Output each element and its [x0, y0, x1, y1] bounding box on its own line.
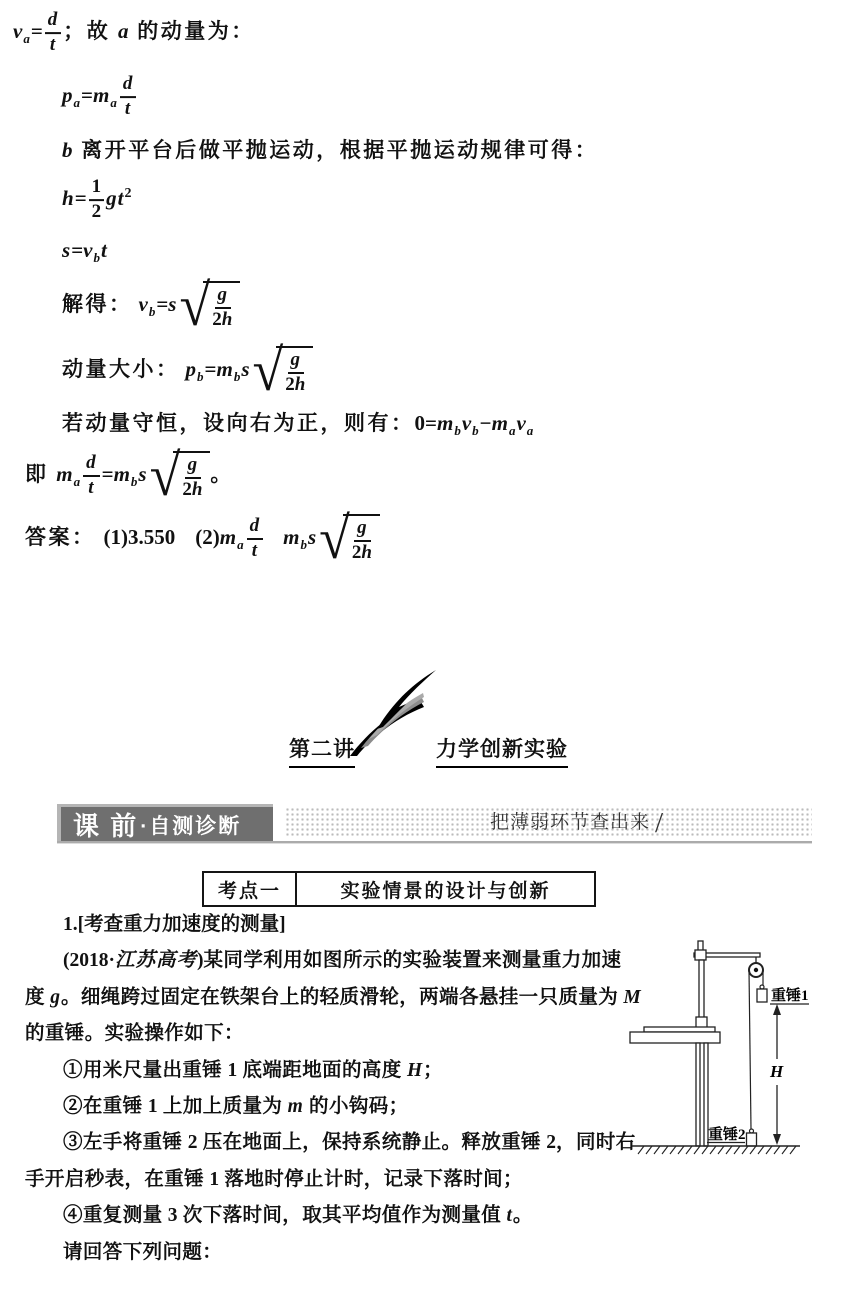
formula-line: b 离开平台后做平抛运动，根据平抛运动规律可得： — [62, 138, 599, 162]
weight1 — [757, 989, 767, 1002]
pulley-axle — [754, 968, 758, 972]
height-label: H — [770, 1062, 784, 1081]
formula-line: $p_a=m_a$ $\frac{d}{t}$ — [62, 74, 138, 120]
pretest-banner — [57, 804, 812, 850]
string-left — [749, 970, 751, 1129]
text-line: 度 g。细绳跨过固定在铁架台上的轻质滑轮，两端各悬挂一只质量为 M — [25, 986, 641, 1008]
exam-point-label: 考点一 — [204, 873, 297, 905]
formula-line: 动量大小： $p_b=m_bs$ √ $\frac{g}{2h}$ — [62, 343, 313, 399]
banner-title-small: ·自测诊断 — [140, 815, 242, 838]
stand-joint — [695, 950, 706, 960]
problem-heading: 1.[考查重力加速度的测量] — [63, 914, 286, 935]
exam-point-box — [202, 871, 596, 907]
banner-title-box — [57, 804, 273, 841]
lecture-number: 第二讲 — [289, 733, 355, 768]
formula-line: $v_a=$ $\frac{d}{t}$ ；故 a 的动量为： — [13, 9, 255, 55]
table-leg — [696, 1043, 700, 1146]
step-line: ③左手将重锤 2 压在地面上，保持系统静止。释放重锤 2，同时右 — [63, 1132, 636, 1154]
stand-rod — [699, 960, 704, 1018]
formula-line: h= $\frac{1}{2}$ $gt^2$ — [62, 176, 132, 222]
exam-point-title: 实验情景的设计与创新 — [340, 880, 551, 902]
tabletop-upper — [644, 1027, 715, 1032]
arrowhead-up — [773, 1004, 781, 1015]
apparatus-figure — [628, 933, 846, 1165]
answer-line: 答案： (1)3.550 $(2)m_a$ $\frac{d}{t}$ $m_bs$ √ $\frac{g}{2h}$ — [25, 511, 380, 567]
weight2 — [747, 1133, 757, 1146]
arrowhead-down — [773, 1134, 781, 1145]
lecture-title: 力学创新实验 — [436, 733, 568, 768]
banner-slash: / — [655, 807, 664, 839]
weight1-label: 重锤1 — [771, 988, 809, 1004]
formula-line: 解得： $v_b=s$ √ $\frac{g}{2h}$ — [62, 278, 240, 334]
ground-hatching — [638, 1146, 796, 1154]
weight2-label: 重锤2 — [708, 1127, 746, 1143]
banner-divider — [57, 841, 812, 844]
text-line: 请回答下列问题： — [63, 1241, 223, 1263]
text-line: 的重锤。实验操作如下： — [25, 1023, 244, 1045]
formula-line: $s=v_bt$ — [62, 238, 107, 265]
formula-line: 若动量守恒，设向右为正，则有：$0=m_bv_b-m_av_a$ — [62, 411, 534, 438]
formula-line: 即 $m_a$ $\frac{d}{t}$ $=m_bs$ √ $\frac{g}{2h}$ 。 — [25, 443, 234, 509]
text-line: (2018·江苏高考)某同学利用如图所示的实验装置来测量重力加速 — [63, 950, 622, 972]
banner-note: 把薄弱环节查出来 — [490, 812, 651, 833]
step-line: ①用米尺量出重锤 1 底端距地面的高度 H； — [63, 1059, 444, 1081]
tabletop — [630, 1032, 720, 1043]
swoosh-graphic — [349, 669, 437, 757]
step-line: ④重复测量 3 次下落时间，取其平均值作为测量值 t。 — [63, 1205, 533, 1227]
step-line: ②在重锤 1 上加上质量为 m 的小钩码； — [63, 1095, 409, 1117]
banner-dotted-strip — [285, 807, 812, 838]
banner-title-big: 课 前 — [73, 810, 139, 841]
text-line: 手开启秒表，在重锤 1 落地时停止计时，记录下落时间； — [25, 1168, 523, 1190]
